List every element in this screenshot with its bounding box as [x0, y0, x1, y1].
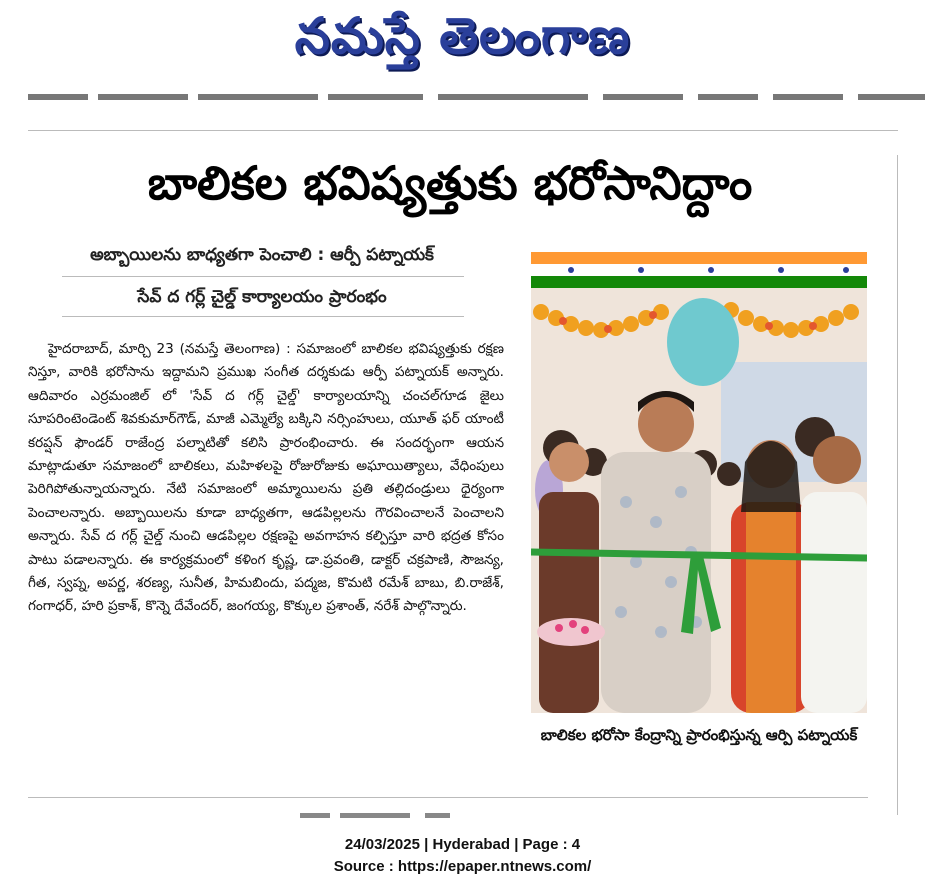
right-column-rule: [897, 155, 898, 815]
masthead-logo: నమస్తే తెలంగాణ: [294, 6, 631, 65]
clipped-next-article-strip: [30, 806, 868, 818]
bottom-rule: [28, 797, 868, 798]
top-rule: [28, 130, 898, 131]
article-body: [28, 338, 504, 619]
article-headline: బాలికల భవిష్యత్తుకు భరోసానిద్దాం: [147, 156, 753, 210]
source-line: Source : https://epaper.ntnews.com/: [333, 858, 592, 875]
article-kicker-1: అబ్బాయిలను బాధ్యతగా పెంచాలి : ఆర్పీ పట్నాయక్: [90, 245, 434, 265]
photo-caption: బాలికల భరోసా కేంద్రాన్ని ప్రారంభిస్తున్న ఆర్పి పట్నాయక్: [540, 726, 858, 744]
article-body-paragraph: హైదరాబాద్, మార్చి 23 (నమస్తే తెలంగాణ) : సమాజంలో బాలికల భవిష్యత్తుకు రక్షణ నిస్తూ, వారికి భరోసాను ఇద్దామని ప్రముఖ సంగీత దర్శకుడు ఆర్పీ పట్నాయక్ అన్నారు. ఆదివారం ఎర్రమంజిల్ లో 'సేవ్ ద గర్ల్ చైల్డ్' కార్యాలయాన్ని చంచల్‌గూడ జైలు సూపరింటెండెంట్ శివకుమార్‌గౌడ్, మాజీ ఎమ్మెల్యే బక్కిని నర్సింహులు, యూత్ ఫర్ యాంటీ కరప్షన్ ఫౌండర్ రాజేంద్ర పల్నాటితో కలిసి ప్రారంభించారు. ఈ సందర్భంగా ఆయన మాట్లాడుతూ సమాజంలో బాలికలు, మహిళలపై రోజురోజుకు అఘాయిత్యాలు, వేధింపులు పెరిగిపోతున్నాయన్నారు. నేటి సమాజంలో అమ్మాయిలను ప్రతి తల్లిదండ్రులు ధైర్యంగా పెంచాలన్నారు. అబ్బాయిలను కూడా బాధ్యతగా, ఆడపిల్లలను గౌరవించాలనే పెంచాలని అన్నారు. సేవ్ ద గర్ల్ చైల్డ్ నుంచి ఆడపిల్లల రక్షణపై అవగాహన కల్పిస్తూ వారి భద్రత కోసం పాటు పడాలన్నారు. ఈ కార్యక్రమంలో కళింగ కృష్ణ, డా.ప్రవంతి, డాక్టర్ చక్రపాణి, సౌజన్య, గీత, స్వప్న, అపర్ణ, శరణ్య, సునీత, హిమబిందు, పద్మజ, కొమటి రమేశ్ బాబు, బి.రాజేశ్, గంగాధర్, హరి ప్రకాశ్, కొన్నె దేవేందర్, జంగయ్య, కొక్కుల ప్రశాంత్, నరేశ్ పాల్గొన్నారు.: [28, 341, 504, 615]
kicker-rule-2: [62, 316, 464, 317]
article-photo: [531, 252, 867, 713]
edition-line: 24/03/2025 | Hyderabad | Page : 4: [344, 836, 581, 853]
kicker-rule-1: [62, 276, 464, 277]
clipped-previous-article-strip: [28, 92, 925, 106]
article-kicker-2: సేవ్ ద గర్ల్ చైల్డ్ కార్యాలయం ప్రారంభం: [137, 287, 387, 307]
